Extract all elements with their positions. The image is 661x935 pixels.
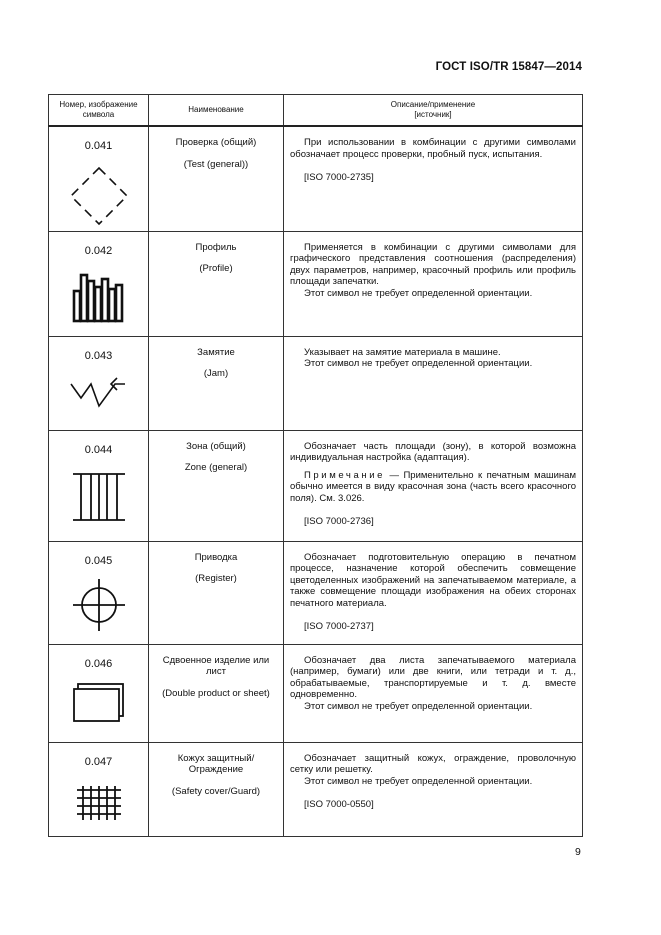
- description-text: Обозначает два листа запечатываемого материала (например, бумаги) или две книги, или тетради и т. д., обрабатываемые, транспортируемые и т. д. вместе одновременно.: [290, 654, 576, 700]
- description-text: Обозначает подготовительную операцию в печатном процессе, назначение которой обеспечить совмещение цветоделенных изображений на запечатываемом материале, а также совмещение площади изображения на обеих сторонах печатного материала.: [290, 551, 576, 609]
- symbol-name-ru: Профиль: [195, 241, 237, 253]
- symbols-table: [48, 94, 583, 837]
- page-number: 9: [575, 846, 581, 858]
- symbol-name-en: (Double product or sheet): [162, 687, 270, 699]
- col-name-header: Наименование: [149, 95, 284, 127]
- source-reference: [ISO 7000-2736]: [304, 516, 374, 527]
- symbol-name-en: (Jam): [203, 368, 229, 379]
- source-reference: [ISO 7000-2735]: [304, 172, 374, 183]
- symbol-name-en: (Safety cover/Guard): [171, 785, 261, 797]
- symbol-number: 0.046: [84, 657, 113, 670]
- zone-columns-icon: [69, 466, 129, 526]
- source-reference: [ISO 7000-0550]: [304, 799, 374, 810]
- col-description-title: Описание/применение: [390, 100, 476, 109]
- symbol-number: 0.042: [84, 244, 113, 257]
- description-text: Этот символ не требует определенной ориентации.: [304, 358, 533, 369]
- source-reference: [ISO 7000-2737]: [304, 621, 374, 632]
- jam-zigzag-icon: [69, 372, 129, 412]
- symbol-number: 0.047: [84, 755, 113, 768]
- description-text: Обозначает защитный кожух, ограждение, проволочную сетку или решетку.: [290, 752, 576, 775]
- register-crosshair-icon: [69, 577, 129, 633]
- note-text: — Применительно к печатным машинам обычно имеется в виду красочная зона (часть всего красочного поля). См. 3.026.: [290, 469, 576, 504]
- symbol-number: 0.041: [84, 140, 113, 152]
- col-source-title: [источник]: [414, 110, 452, 119]
- symbol-name-en: Zone (general): [184, 462, 248, 473]
- table-row: [49, 644, 583, 742]
- table-row: [49, 336, 583, 430]
- table-row: [49, 231, 583, 336]
- symbol-name-ru: Кожух защитный/ Ограждение: [177, 752, 255, 775]
- symbol-name-ru: Приводка: [194, 551, 238, 563]
- table-row: [49, 126, 583, 231]
- symbol-name-ru: Зона (общий): [186, 440, 246, 452]
- table-row: [49, 541, 583, 644]
- profile-bars-icon: [71, 267, 127, 323]
- symbol-number: 0.045: [84, 554, 113, 567]
- symbol-name-en: (Profile): [199, 263, 233, 274]
- description-text: При использовании в комбинации с другими символами обозначает процесс проверки, пробный пуск, испытания.: [290, 137, 576, 160]
- symbol-name-ru: Проверка (общий): [175, 137, 257, 148]
- symbol-name-en: (Test (general)): [183, 158, 249, 170]
- table-row: [49, 742, 583, 836]
- col-number-header: Номер, изображение символа: [49, 95, 149, 127]
- document-header: ГОСТ ISO/TR 15847—2014: [435, 61, 582, 73]
- symbol-name-ru: Замятие: [197, 346, 235, 358]
- dashed-diamond-icon: [67, 162, 131, 226]
- safety-grid-icon: [71, 778, 127, 826]
- description-text: Этот символ не требует определенной ориентации.: [304, 775, 533, 787]
- description-text: Этот символ не требует определенной ориентации.: [304, 700, 533, 712]
- note: [290, 470, 576, 505]
- table-header-row: [49, 95, 583, 127]
- symbol-number: 0.043: [84, 349, 113, 362]
- symbol-number: 0.044: [84, 443, 113, 456]
- description-text: Указывает на замятие материала в машине.: [304, 346, 501, 358]
- note-label: Примечание: [304, 469, 385, 481]
- description-text: Этот символ не требует определенной ориентации.: [304, 287, 533, 299]
- description-text: Обозначает часть площади (зону), в которой возможна индивидуальная настройка (адаптация).: [290, 440, 576, 463]
- table-row: [49, 430, 583, 541]
- symbol-name-en: (Register): [195, 573, 237, 584]
- col-description-header: [284, 95, 583, 127]
- symbol-name-ru: Сдвоенное изделие или лист: [162, 654, 270, 677]
- description-text: Применяется в комбинации с другими символами для графического представления соотношения (распределения) двух параметров, например, красочный профиль или профиль площади запечатки.: [290, 241, 576, 287]
- double-sheet-icon: [71, 680, 127, 726]
